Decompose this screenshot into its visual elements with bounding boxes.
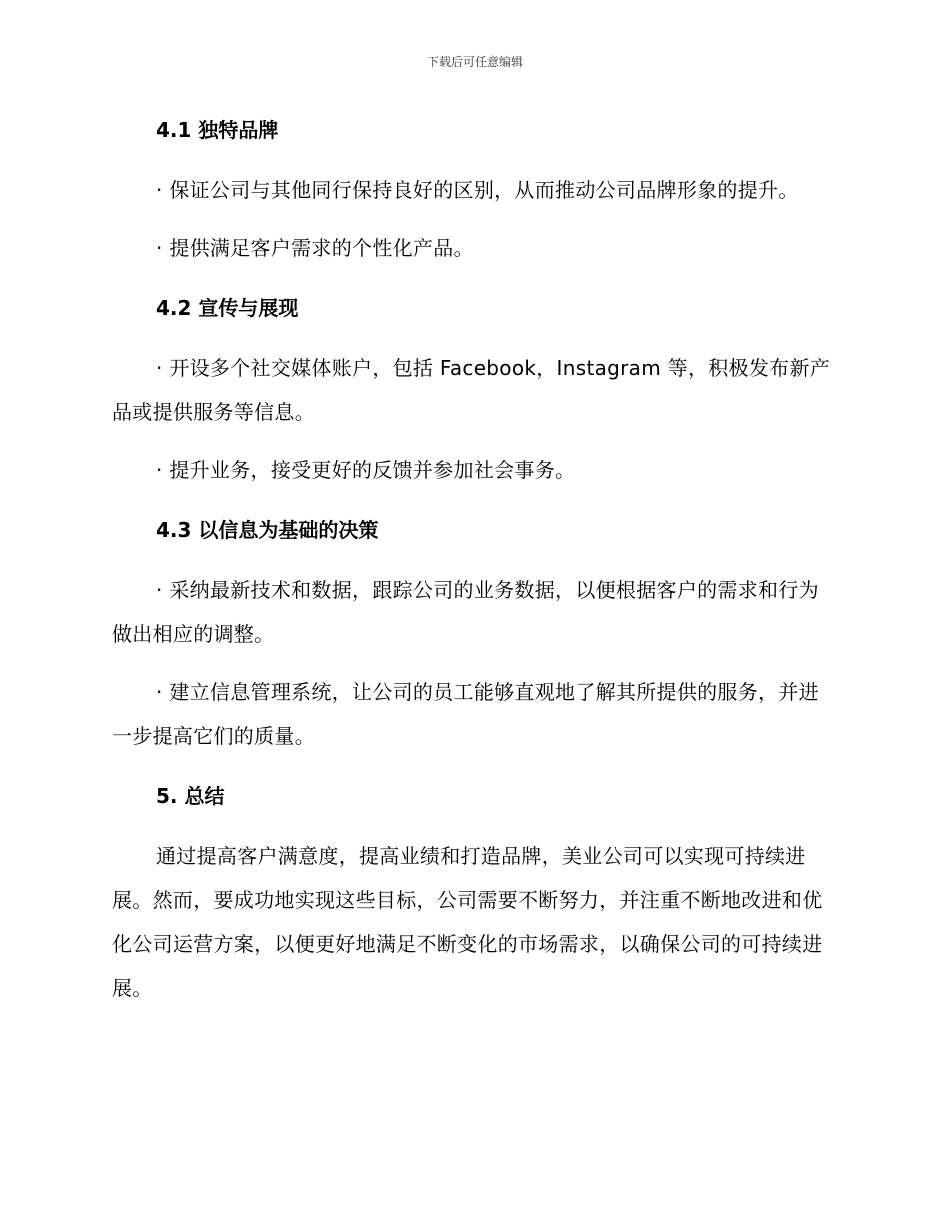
document-body [112,110,836,1010]
page-header: 下载后可任意编辑 [426,55,523,69]
paragraph: · 提供满足客户需求的个性化产品。 [156,236,474,260]
paragraph: · 建立信息管理系统，让公司的员工能够直观地了解其所提供的服务，并进一步提高它们的质量。 [112,680,819,748]
section-4-2 [112,288,836,492]
section-heading: 4.1 独特品牌 [156,118,279,142]
paragraph: · 保证公司与其他同行保持良好的区别，从而推动公司品牌形象的提升。 [156,178,799,202]
section-5-summary [112,776,836,1010]
section-heading: 5. 总结 [156,784,225,808]
paragraph: · 提升业务，接受更好的反馈并参加社会事务。 [156,458,576,482]
paragraph: · 采纳最新技术和数据，跟踪公司的业务数据，以便根据客户的需求和行为做出相应的调整。 [112,578,819,646]
paragraph: 通过提高客户满意度，提高业绩和打造品牌，美业公司可以实现可持续进展。然而，要成功地实现这些目标，公司需要不断努力，并注重不断地改进和优化公司运营方案，以便更好地满足不断变化的市场需求，以确保公司的可持续进展。 [112,844,823,1000]
section-4-3 [112,510,836,758]
section-heading: 4.2 宣传与展现 [156,296,299,320]
section-heading: 4.3 以信息为基础的决策 [156,518,379,542]
section-4-1 [112,110,836,270]
paragraph: · 开设多个社交媒体账户，包括 Facebook，Instagram 等，积极发布新产品或提供服务等信息。 [112,356,831,424]
